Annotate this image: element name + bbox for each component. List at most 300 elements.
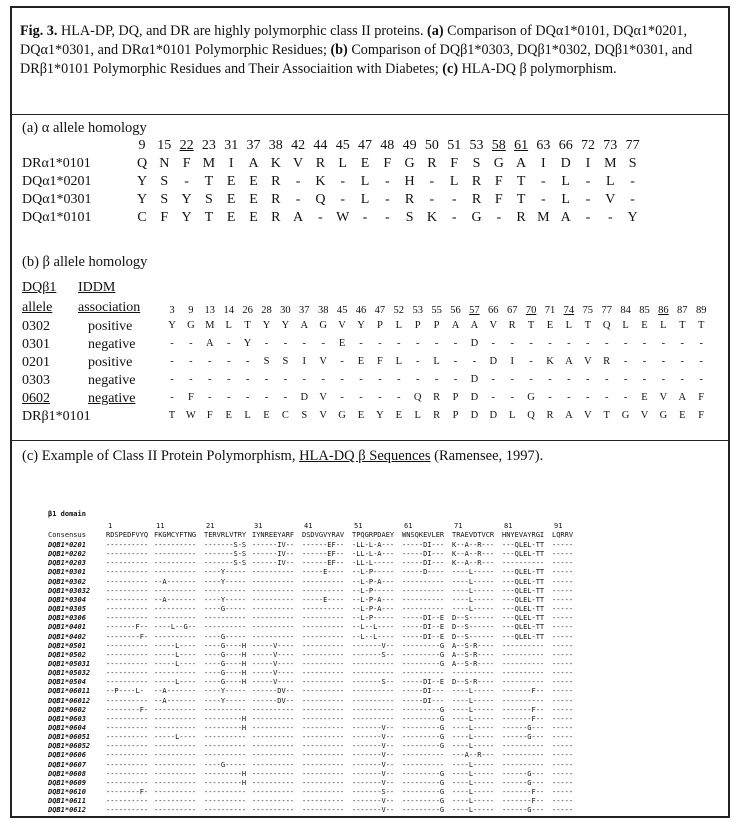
beta-residue: Y xyxy=(357,320,365,331)
allele-sequence-segment: ----L----- xyxy=(452,696,495,705)
allele-sequence-segment: ---------- xyxy=(352,659,395,668)
allele-sequence-segment: ---------- xyxy=(502,559,545,568)
allele-sequence-name: DQB1*0603 xyxy=(48,714,86,723)
beta-residue: L xyxy=(433,356,440,367)
beta-residue: D xyxy=(470,392,479,403)
allele-sequence-segment: ----L----- xyxy=(452,687,495,696)
allele-sequence-segment: --------F- xyxy=(106,705,149,714)
beta-residue: L xyxy=(660,320,667,331)
allele-sequence-segment: --L--L---- xyxy=(352,623,395,632)
allele-sequence-segment: ---------- xyxy=(106,641,149,650)
alpha-residue: D xyxy=(560,156,571,171)
alpha-position-number: 31 xyxy=(224,138,239,153)
allele-sequence-segment: -----V---- xyxy=(252,678,295,687)
beta-residue: R xyxy=(603,356,611,367)
allele-sequence-segment: ------IV-- xyxy=(252,559,295,568)
allele-sequence-segment: ----- xyxy=(552,550,574,559)
alpha-residue: S xyxy=(472,156,481,171)
allele-sequence-segment: -------S-- xyxy=(352,788,395,797)
beta-residue: E xyxy=(357,410,365,421)
beta-residue: - xyxy=(623,374,628,385)
consensus-segment: HNYEVAYRGI xyxy=(502,531,545,539)
allele-sequence-name: DQB1*0301 xyxy=(48,568,86,577)
allele-sequence-segment: ----L----- xyxy=(452,705,495,714)
alpha-position-number: 73 xyxy=(603,138,618,153)
allele-sequence-name: DQB1*0402 xyxy=(48,632,86,641)
beta-residue: V xyxy=(319,392,327,403)
alpha-residue: - xyxy=(451,192,457,207)
alpha-allele-row xyxy=(22,174,712,192)
allele-sequence-segment: ---------- xyxy=(352,687,395,696)
allele-sequence-segment: ---------- xyxy=(302,769,345,778)
beta-residue: - xyxy=(529,356,533,367)
alpha-residue: L xyxy=(449,174,459,189)
allele-sequence-segment: ---QLEL-TT xyxy=(502,550,545,559)
allele-sequence-segment: ---------- xyxy=(302,641,345,650)
beta-residue: V xyxy=(640,410,649,421)
beta-position-number: 47 xyxy=(374,305,386,316)
allele-sequence-segment: ---------- xyxy=(402,669,445,678)
beta-position-number: 86 xyxy=(658,305,669,316)
beta-residue: - xyxy=(245,374,250,385)
alpha-position-number: 72 xyxy=(581,138,595,153)
alpha-residue: T xyxy=(204,210,214,225)
allele-sequence-segment: ---A--R--- xyxy=(452,751,495,760)
alpha-residue: R xyxy=(516,210,526,225)
beta-position-number: 77 xyxy=(601,305,612,316)
alpha-residue: S xyxy=(204,192,213,207)
alpha-residue: G xyxy=(471,210,482,225)
alignment-position-number: 91 xyxy=(554,522,563,530)
beta-residue: - xyxy=(680,374,685,385)
allele-sequence-segment: -----L---- xyxy=(154,650,197,659)
beta-residue: - xyxy=(623,356,628,367)
beta-residue: - xyxy=(189,356,193,367)
beta-iddm-association: negative xyxy=(88,373,136,388)
allele-sequence-segment: ------DV-- xyxy=(252,687,295,696)
beta-residue: - xyxy=(699,356,703,367)
beta-residue: - xyxy=(226,374,231,385)
beta-position-number: 3 xyxy=(169,305,175,316)
beta-residue: - xyxy=(529,374,533,385)
allele-sequence-segment: ---------- xyxy=(302,724,345,732)
beta-residue: T xyxy=(244,320,251,331)
alpha-residue: F xyxy=(450,156,459,171)
allele-sequence-segment: --L-P----- xyxy=(352,614,395,623)
allele-sequence-segment: ----- xyxy=(552,778,574,787)
allele-sequence-segment: ---------H xyxy=(204,724,247,732)
allele-sequence-segment: ---------- xyxy=(252,724,295,732)
allele-sequence-name: DQB1*0203 xyxy=(48,559,86,568)
allele-sequence-segment: ---------- xyxy=(204,806,247,815)
allele-sequence-segment: ---------- xyxy=(252,605,295,614)
alpha-residue: M xyxy=(604,156,617,171)
allele-sequence-segment: ---------H xyxy=(204,714,247,723)
beta-residue: - xyxy=(340,374,344,385)
alpha-allele-name: DQα1*0301 xyxy=(22,192,92,207)
allele-sequence-segment: ---------- xyxy=(502,641,545,650)
allele-sequence-segment: ---------- xyxy=(452,669,495,678)
beta-position-number: 26 xyxy=(242,305,253,316)
alignment-position-number: 21 xyxy=(206,522,215,530)
beta-residue: A xyxy=(470,320,479,331)
allele-sequence-segment: -------V-- xyxy=(352,724,395,732)
beta-residue: - xyxy=(226,356,231,367)
alpha-residue: - xyxy=(585,210,591,225)
beta-residue: Y xyxy=(376,410,384,421)
allele-sequence-segment: ---------- xyxy=(154,778,197,787)
beta-residue: - xyxy=(302,374,307,385)
allele-sequence-name: DQB1*0501 xyxy=(48,641,86,650)
beta-residue: - xyxy=(661,374,666,385)
beta-position-number: 9 xyxy=(188,305,194,316)
beta-position-number: 75 xyxy=(582,305,594,316)
beta-residue: I xyxy=(510,356,514,367)
alignment-position-number: 31 xyxy=(254,522,263,530)
allele-sequence-segment: ----L----- xyxy=(452,733,495,742)
alpha-position-number: 63 xyxy=(536,138,551,153)
beta-residue: L xyxy=(395,320,402,331)
allele-sequence-name: DQB1*0202 xyxy=(48,550,86,559)
alpha-position-number: 22 xyxy=(179,138,194,153)
alpha-residue: G xyxy=(493,156,504,171)
allele-sequence-segment: --A------- xyxy=(154,687,197,696)
allele-sequence-segment: ---------- xyxy=(154,714,197,723)
allele-sequence-segment: ----- xyxy=(552,797,574,806)
beta-residue: S xyxy=(263,356,270,367)
allele-sequence-segment: -------V-- xyxy=(352,806,395,815)
alpha-residue: R xyxy=(315,156,326,171)
beta-residue: E xyxy=(225,410,232,421)
beta-residue: - xyxy=(321,374,325,385)
beta-residue: C xyxy=(281,410,289,421)
allele-sequence-segment: ----Y----- xyxy=(204,687,247,696)
alpha-allele-name: DQα1*0201 xyxy=(22,174,92,189)
allele-sequence-segment: -----V---- xyxy=(252,641,295,650)
allele-sequence-segment: ----- xyxy=(552,595,574,604)
allele-sequence-segment: ----L----- xyxy=(452,806,495,815)
beta-residue: - xyxy=(397,338,401,349)
allele-sequence-segment: ---------- xyxy=(252,788,295,797)
allele-sequence-segment: --L-P-A--- xyxy=(352,577,395,586)
allele-sequence-segment: ---------G xyxy=(402,797,445,806)
beta-residue: T xyxy=(527,320,535,331)
beta-residue: E xyxy=(641,392,648,403)
beta-residue: - xyxy=(434,338,439,349)
allele-sequence-segment: ---QLEL-TT xyxy=(502,632,545,641)
consensus-segment: DSDVGVYRAV xyxy=(302,531,345,539)
allele-sequence-segment: ---------- xyxy=(302,778,345,787)
beta-allele-name: 0201 xyxy=(22,355,50,370)
allele-sequence-segment: ---------H xyxy=(204,778,247,787)
allele-sequence-segment: -----E---- xyxy=(302,595,345,604)
allele-sequence-segment: K--A--R--- xyxy=(452,550,495,559)
allele-sequence-name: DQB1*06052 xyxy=(48,742,91,751)
section-c-alignment xyxy=(48,510,648,815)
allele-sequence-segment: -----L---- xyxy=(154,659,197,668)
allele-sequence-segment: A--S-R---- xyxy=(452,659,495,668)
allele-sequence-name: DQB1*0401 xyxy=(48,623,86,632)
beta-residue: D xyxy=(300,392,309,403)
allele-sequence-segment: ---------G xyxy=(402,650,445,659)
beta-residue: - xyxy=(510,338,514,349)
allele-sequence-segment: ---------- xyxy=(106,696,149,705)
alpha-allele-name: DQα1*0101 xyxy=(22,210,92,225)
alpha-position-number: 61 xyxy=(514,138,529,153)
beta-position-number: 85 xyxy=(639,305,650,316)
beta-residue: - xyxy=(586,392,590,403)
beta-position-number: 38 xyxy=(317,305,329,316)
alpha-residue: R xyxy=(271,210,281,225)
beta-residue: - xyxy=(491,392,496,403)
allele-sequence-name: DQB1*05031 xyxy=(48,659,91,668)
alpha-residue: Y xyxy=(136,192,148,207)
beta-residue: T xyxy=(679,320,686,331)
allele-sequence-segment: ---------- xyxy=(252,742,295,751)
beta-iddm-association: negative xyxy=(88,337,136,352)
allele-sequence-segment: ---------- xyxy=(106,797,149,806)
allele-sequence-segment: ---------- xyxy=(154,550,197,559)
allele-sequence-segment: --A------- xyxy=(154,595,197,604)
allele-sequence-segment: -------V-- xyxy=(352,742,395,751)
alpha-residue: - xyxy=(541,192,546,207)
alpha-residue: K xyxy=(315,174,326,189)
beta-residue: A xyxy=(300,320,309,331)
beta-residue: Y xyxy=(262,320,271,331)
allele-sequence-name: DQB1*0608 xyxy=(48,769,86,778)
allele-sequence-name: DQB1*0502 xyxy=(48,650,86,659)
allele-sequence-segment: ---------- xyxy=(106,733,149,742)
allele-sequence-segment: ---------- xyxy=(302,678,345,687)
beta-residue: T xyxy=(697,320,705,331)
beta-residue: - xyxy=(548,392,552,403)
allele-sequence-segment: D--S------ xyxy=(452,614,495,623)
beta-residue: A xyxy=(565,410,573,421)
allele-sequence-segment: ------EF-- xyxy=(302,559,345,568)
alpha-position-number: 66 xyxy=(558,138,573,153)
allele-sequence-segment: -LL-L-A--- xyxy=(352,550,395,559)
alpha-residue: S xyxy=(160,174,169,189)
alpha-position-number: 37 xyxy=(246,138,261,153)
allele-sequence-segment: ------G--- xyxy=(502,733,545,742)
beta-residue: V xyxy=(489,320,498,331)
beta-position-number: 45 xyxy=(336,305,348,316)
beta-residue: - xyxy=(453,338,458,349)
beta-residue: - xyxy=(642,374,647,385)
allele-sequence-name: DQB1*0306 xyxy=(48,614,86,623)
allele-sequence-segment: ----- xyxy=(552,742,574,751)
beta-residue: V xyxy=(584,410,592,421)
allele-sequence-segment: -----DI--- xyxy=(402,696,445,705)
beta-residue: L xyxy=(622,320,629,331)
beta-residue: V xyxy=(659,392,668,403)
alpha-residue: - xyxy=(295,192,301,207)
beta-residue: E xyxy=(546,320,554,331)
allele-sequence-segment: ---------G xyxy=(402,806,445,815)
allele-sequence-segment: ---------- xyxy=(154,769,197,778)
beta-residue: - xyxy=(415,338,420,349)
beta-position-number: 67 xyxy=(506,305,518,316)
beta-residue: - xyxy=(340,356,344,367)
allele-sequence-segment: ---------- xyxy=(204,742,247,751)
allele-sequence-segment: ---------- xyxy=(154,568,197,577)
alpha-residue: V xyxy=(293,156,304,171)
allele-sequence-segment: --A------- xyxy=(154,577,197,586)
alpha-residue: K xyxy=(426,210,437,225)
alpha-residue: C xyxy=(137,210,147,225)
beta-residue: M xyxy=(205,320,215,331)
allele-sequence-name: DQB1*0302 xyxy=(48,577,86,586)
allele-sequence-name: DQB1*0304 xyxy=(48,595,86,604)
beta-residue: Y xyxy=(168,320,176,331)
alignment-position-number: 71 xyxy=(454,522,463,530)
divider xyxy=(12,114,728,115)
beta-residue: D xyxy=(470,374,479,385)
beta-residue: - xyxy=(302,338,307,349)
alpha-allele-row xyxy=(22,192,712,210)
allele-sequence-segment: ---------- xyxy=(252,751,295,760)
allele-sequence-segment: ---QLEL-TT xyxy=(502,586,545,595)
alpha-residue: H xyxy=(404,174,415,189)
beta-position-number: 46 xyxy=(355,305,367,316)
beta-position-number: 52 xyxy=(393,305,405,316)
beta-residue: - xyxy=(586,374,590,385)
beta-residue: - xyxy=(378,338,382,349)
allele-sequence-segment: -------S-S xyxy=(204,541,247,549)
alpha-residue: F xyxy=(160,210,169,225)
beta-position-number: 66 xyxy=(488,305,499,316)
alpha-residue: - xyxy=(340,174,346,189)
beta-position-number: 74 xyxy=(563,305,575,316)
beta-position-number: 28 xyxy=(261,305,272,316)
alpha-residue: Y xyxy=(181,192,192,207)
beta-residue: - xyxy=(378,392,382,403)
allele-sequence-segment: ---------- xyxy=(154,632,197,641)
alpha-residue: E xyxy=(249,192,258,207)
allele-sequence-segment: ----L--G-- xyxy=(154,623,197,632)
beta-allele-name: 0303 xyxy=(22,373,50,388)
beta-residue: A xyxy=(451,320,460,331)
alpha-residue: I xyxy=(585,156,591,171)
beta-residue: - xyxy=(359,392,363,403)
beta-residue: S xyxy=(282,356,289,367)
alpha-residue: E xyxy=(360,156,370,171)
allele-sequence-segment: ----- xyxy=(552,806,574,815)
alignment-position-number: 41 xyxy=(304,522,313,530)
allele-sequence-segment: ---QLEL-TT xyxy=(502,568,545,577)
alpha-residue: Y xyxy=(181,210,192,225)
beta-residue: T xyxy=(584,320,591,331)
alpha-position-number: 50 xyxy=(424,138,439,153)
consensus-segment: TRAEVDTVCR xyxy=(452,531,495,539)
beta-residue: - xyxy=(661,356,666,367)
allele-sequence-segment: ----- xyxy=(552,559,574,568)
allele-sequence-segment: -----DI--- xyxy=(402,550,445,559)
alpha-position-number: 9 xyxy=(138,138,146,153)
allele-sequence-segment: ---------- xyxy=(302,577,345,586)
allele-sequence-segment: ---------- xyxy=(106,742,149,751)
allele-sequence-segment: ---------- xyxy=(106,614,149,623)
allele-sequence-segment: -----L---- xyxy=(154,733,197,742)
alpha-residue: M xyxy=(202,156,216,171)
allele-sequence-segment: ---------- xyxy=(302,632,345,641)
allele-sequence-segment: ---------- xyxy=(302,614,345,623)
allele-sequence-segment: -----V---- xyxy=(252,659,295,668)
allele-sequence-segment: ---------- xyxy=(302,705,345,714)
alpha-residue: - xyxy=(429,174,435,189)
beta-residue: R xyxy=(433,410,441,421)
allele-sequence-segment: ---------- xyxy=(106,806,149,815)
allele-sequence-segment: ---------- xyxy=(502,659,545,668)
allele-sequence-name: DQB1*06012 xyxy=(48,696,91,705)
consensus-segment: RDSPEDFVYQ xyxy=(106,531,149,539)
beta-residue: - xyxy=(661,338,666,349)
allele-sequence-segment: ---------- xyxy=(402,595,445,604)
section-a-heading: (a) α allele homology xyxy=(22,120,147,136)
alpha-position-number: 38 xyxy=(268,138,283,153)
divider xyxy=(12,440,728,441)
allele-sequence-segment: ---QLEL-TT xyxy=(502,577,545,586)
allele-sequence-segment: ---------- xyxy=(106,769,149,778)
alpha-residue: - xyxy=(184,174,189,189)
allele-sequence-segment: A--S-R---- xyxy=(452,650,495,659)
alpha-residue: Q xyxy=(136,156,148,171)
beta-residue: G xyxy=(659,410,668,421)
alpha-residue: E xyxy=(226,174,236,189)
caption-text-2: Comparison of DQα1*0101, DQα1*0201, DQα1*0301, and DRα1*0101 Polymorphic Residues; xyxy=(20,23,688,58)
alpha-residue: L xyxy=(561,174,570,189)
beta-residue: - xyxy=(604,374,609,385)
allele-sequence-segment: ----Y----- xyxy=(204,696,247,705)
beta-residue: E xyxy=(338,338,346,349)
beta-residue: T xyxy=(168,410,176,421)
alpha-position-number: 48 xyxy=(380,138,395,153)
allele-sequence-segment: ---------- xyxy=(106,650,149,659)
beta-residue: - xyxy=(604,392,609,403)
section-c-heading-source: HLA-DQ β Sequences xyxy=(299,448,431,464)
alpha-residue: L xyxy=(360,174,370,189)
allele-sequence-segment: ------EF-- xyxy=(302,541,345,549)
allele-sequence-segment: --L-P----- xyxy=(352,568,395,577)
allele-sequence-segment: ----Y----- xyxy=(204,577,247,586)
allele-sequence-segment: ---------- xyxy=(204,751,247,760)
allele-sequence-segment: ----- xyxy=(552,788,574,797)
alpha-position-number: 42 xyxy=(291,138,306,153)
allele-sequence-segment: ---------- xyxy=(302,650,345,659)
allele-sequence-segment: ---------- xyxy=(154,806,197,815)
allele-sequence-segment: ---QLEL-TT xyxy=(502,541,545,549)
beta-residue: - xyxy=(529,338,533,349)
beta-residue: Q xyxy=(527,410,535,421)
section-b-heading: (b) β allele homology xyxy=(22,254,148,270)
caption-part-a: (a) xyxy=(427,23,444,39)
alpha-residue: Y xyxy=(627,210,638,225)
allele-sequence-segment: -----L---- xyxy=(154,641,197,650)
allele-sequence-segment: ----G----H xyxy=(204,669,247,678)
alpha-residue: E xyxy=(249,210,258,225)
allele-sequence-segment: ---------H xyxy=(204,769,247,778)
allele-sequence-segment: ---------- xyxy=(106,678,149,687)
beta-residue: - xyxy=(453,356,458,367)
allele-sequence-segment: ----- xyxy=(552,605,574,614)
allele-sequence-segment: -------V-- xyxy=(352,733,395,742)
beta-residue: - xyxy=(359,338,363,349)
allele-sequence-segment: -------S-- xyxy=(352,650,395,659)
allele-sequence-segment: ---------- xyxy=(402,605,445,614)
alpha-position-number: 53 xyxy=(469,138,484,153)
beta-residue: R xyxy=(546,410,554,421)
allele-sequence-segment: ---------- xyxy=(252,577,295,586)
